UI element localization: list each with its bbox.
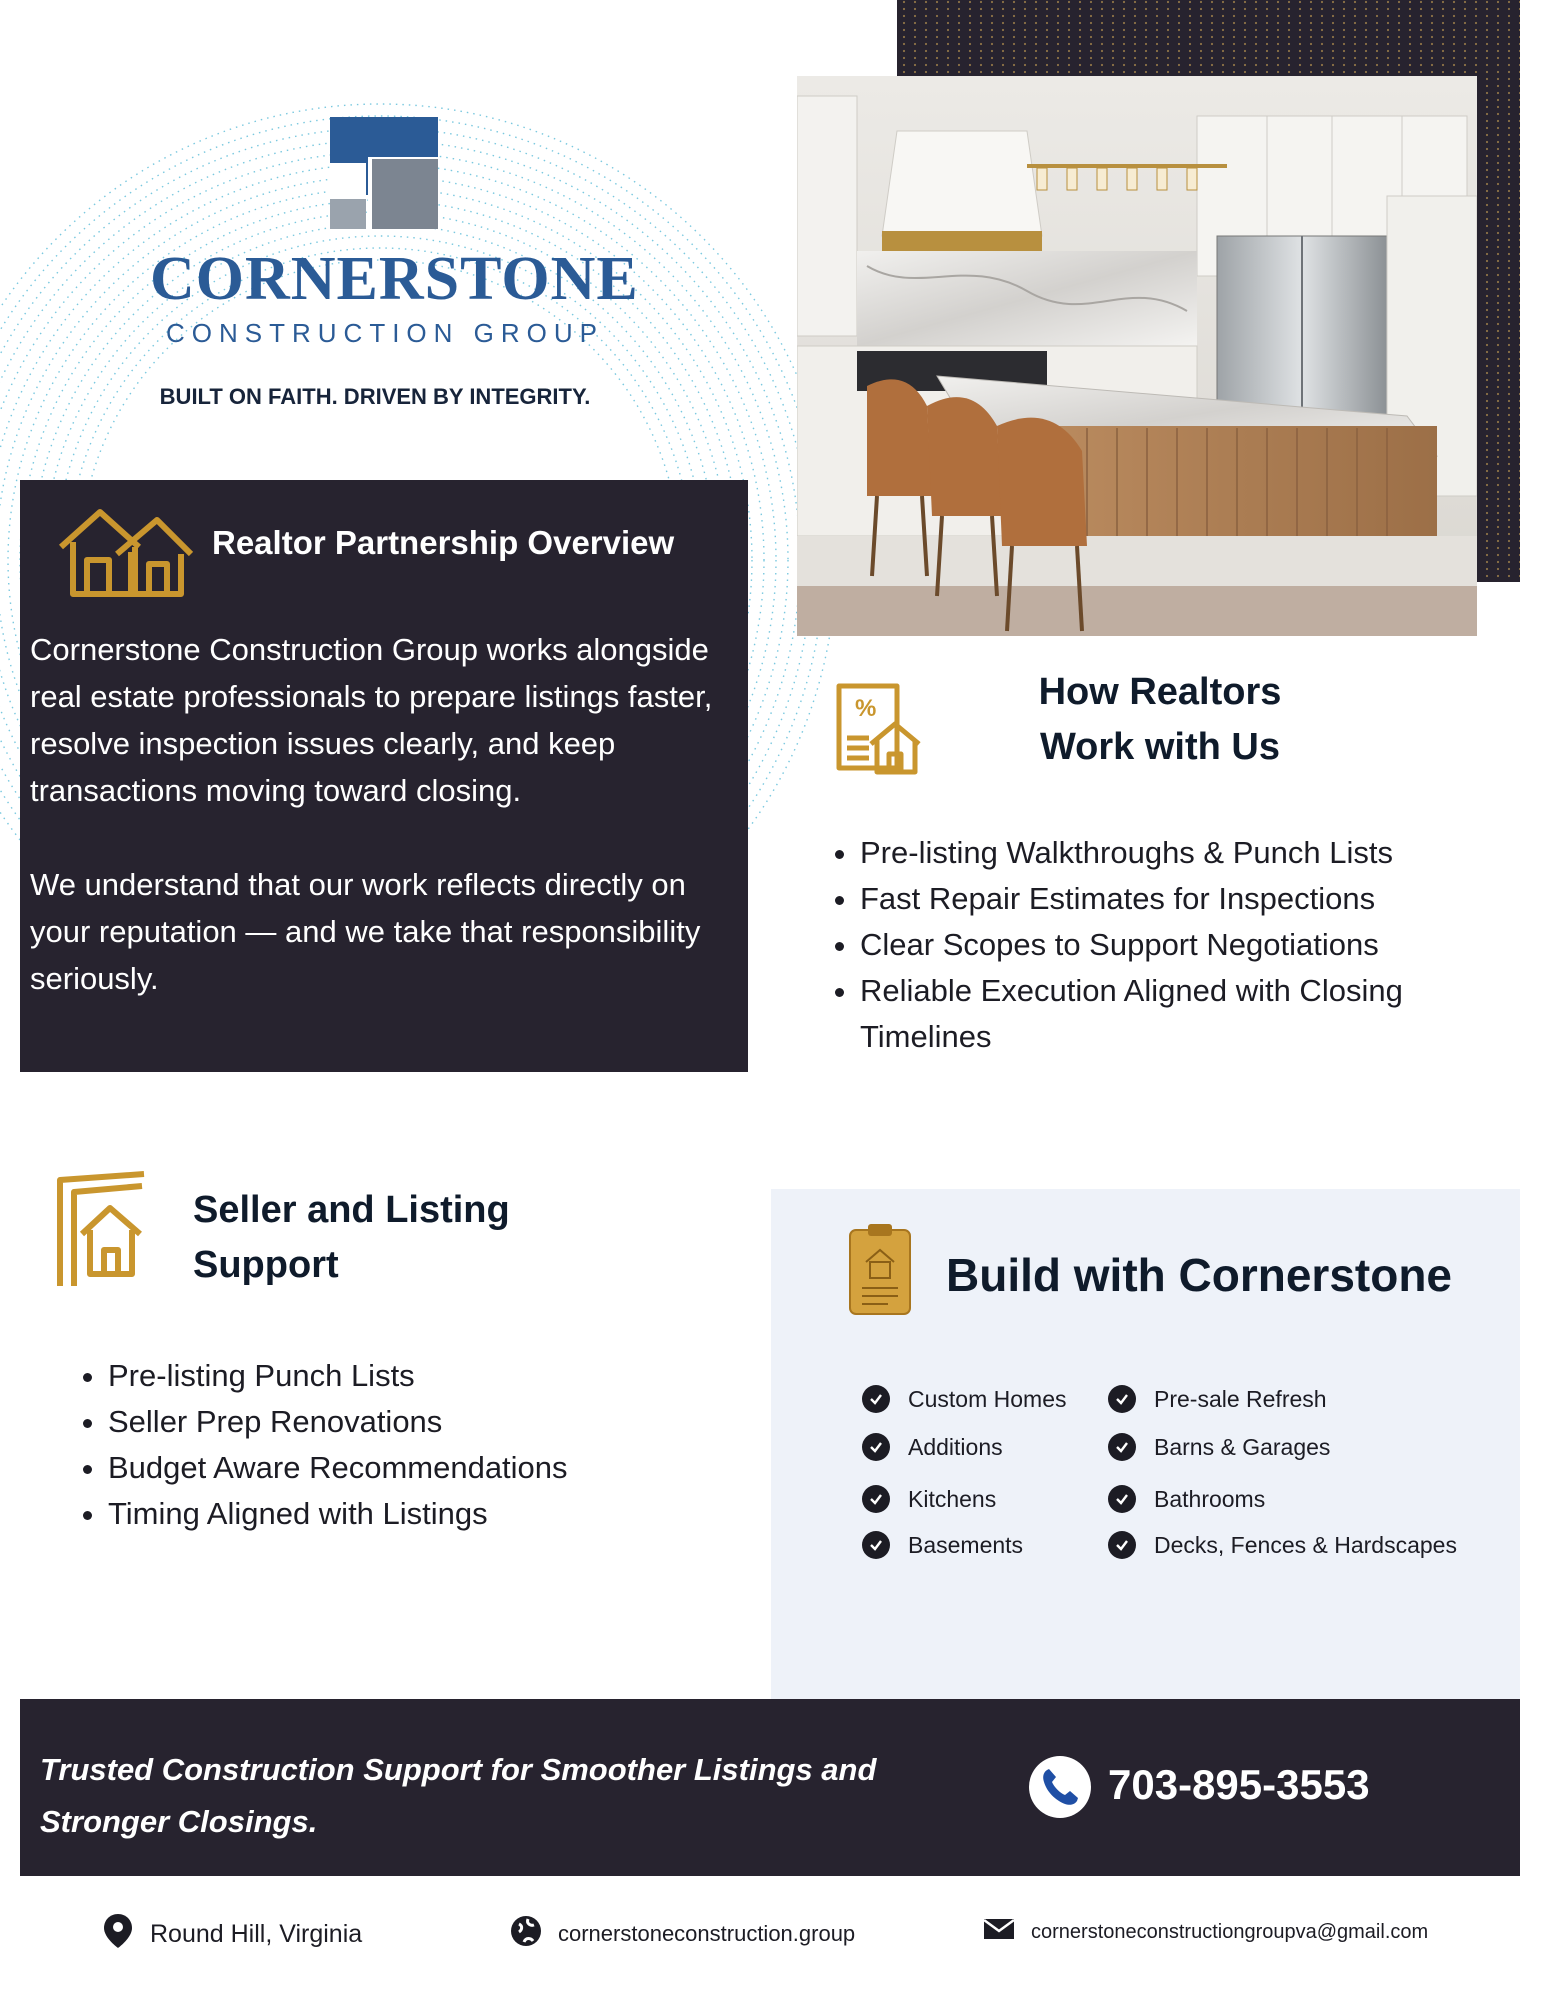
service-item [1108,1433,1330,1461]
seller-support-title-line2: Support [193,1244,339,1286]
logo-name: CORNERSTONE [150,245,639,313]
service-label: Bathrooms [1154,1485,1266,1512]
seller-support-title [193,1183,510,1293]
check-icon [1108,1433,1136,1461]
check-icon [1108,1531,1136,1559]
globe-icon [510,1915,542,1953]
service-item [1108,1531,1457,1559]
houses-icon [55,502,195,607]
overview-body [30,626,735,1002]
check-icon [862,1433,890,1461]
how-realtors-title-line2: Work with Us [1040,726,1280,768]
check-icon [1108,1385,1136,1413]
clipboard-icon [848,1222,912,1321]
service-item [862,1531,1023,1559]
list-item: • Reliable Execution Aligned with Closing Timelines [860,968,1460,1060]
home-frame-icon [52,1170,152,1295]
service-label: Decks, Fences & Hardscapes [1154,1531,1457,1558]
service-label: Basements [908,1531,1024,1558]
phone-icon[interactable] [1027,1754,1093,1825]
seller-support-list [68,1353,708,1537]
list-item: • Clear Scopes to Support Negotiations [860,922,1460,968]
service-item [862,1433,1003,1461]
check-icon [862,1485,890,1513]
service-item [1108,1385,1327,1413]
service-item [862,1385,1066,1413]
tagline: BUILT ON FAITH. DRIVEN BY INTEGRITY. [159,384,591,409]
overview-paragraph: We understand that our work reflects directly on your reputation — and we take that responsibility seriously. [30,867,701,996]
overview-title: Realtor Partnership Overview [212,524,675,561]
how-realtors-title-line1: How Realtors [1038,671,1282,713]
footer-tagline-line1: Trusted Construction Support for Smoother Listings and [40,1752,877,1787]
list-item: • Seller Prep Renovations [108,1399,708,1445]
list-item: • Pre-listing Walkthroughs & Punch Lists [860,830,1460,876]
service-item [862,1485,996,1513]
check-icon [862,1385,890,1413]
logo-mark [330,117,438,229]
service-label: Pre-sale Refresh [1154,1385,1327,1412]
footer-tagline-line2: Stronger Closings. [40,1804,318,1839]
map-pin-icon [102,1913,134,1956]
overview-paragraph: Cornerstone Construction Group works alongside real estate professionals to prepare listings faster, resolve inspection issues clearly, and keep transactions moving toward closing. [30,632,713,808]
how-realtors-list [820,830,1460,1060]
service-label: Kitchens [908,1485,997,1512]
location-text: Round Hill, Virginia [150,1920,363,1948]
kitchen-photo [797,76,1477,636]
build-title: Build with Cornerstone [946,1249,1452,1301]
website-link[interactable]: cornerstoneconstruction.group [558,1921,856,1946]
logo [330,117,438,229]
email-link[interactable]: cornerstoneconstructiongroupva@gmail.com [1031,1920,1429,1943]
website-contact[interactable] [510,1915,855,1953]
phone-number[interactable]: 703-895-3553 [1108,1761,1370,1808]
service-label: Custom Homes [908,1385,1067,1412]
check-icon [862,1531,890,1559]
how-realtors-title [960,665,1360,775]
list-item: • Pre-listing Punch Lists [108,1353,708,1399]
service-label: Additions [908,1433,1003,1460]
list-item: • Fast Repair Estimates for Inspections [860,876,1460,922]
list-item: • Timing Aligned with Listings [108,1491,708,1537]
service-label: Barns & Garages [1154,1433,1331,1460]
check-icon [1108,1485,1136,1513]
location-contact [102,1913,362,1956]
listing-document-icon [833,682,923,783]
seller-support-title-line1: Seller and Listing [193,1189,510,1231]
logo-subname: CONSTRUCTION GROUP [166,318,604,348]
mail-icon [983,1917,1015,1947]
footer-tagline [40,1744,1000,1848]
email-contact[interactable] [983,1917,1428,1947]
svg-text:%: % [855,695,877,722]
service-item [1108,1485,1265,1513]
list-item: • Budget Aware Recommendations [108,1445,708,1491]
